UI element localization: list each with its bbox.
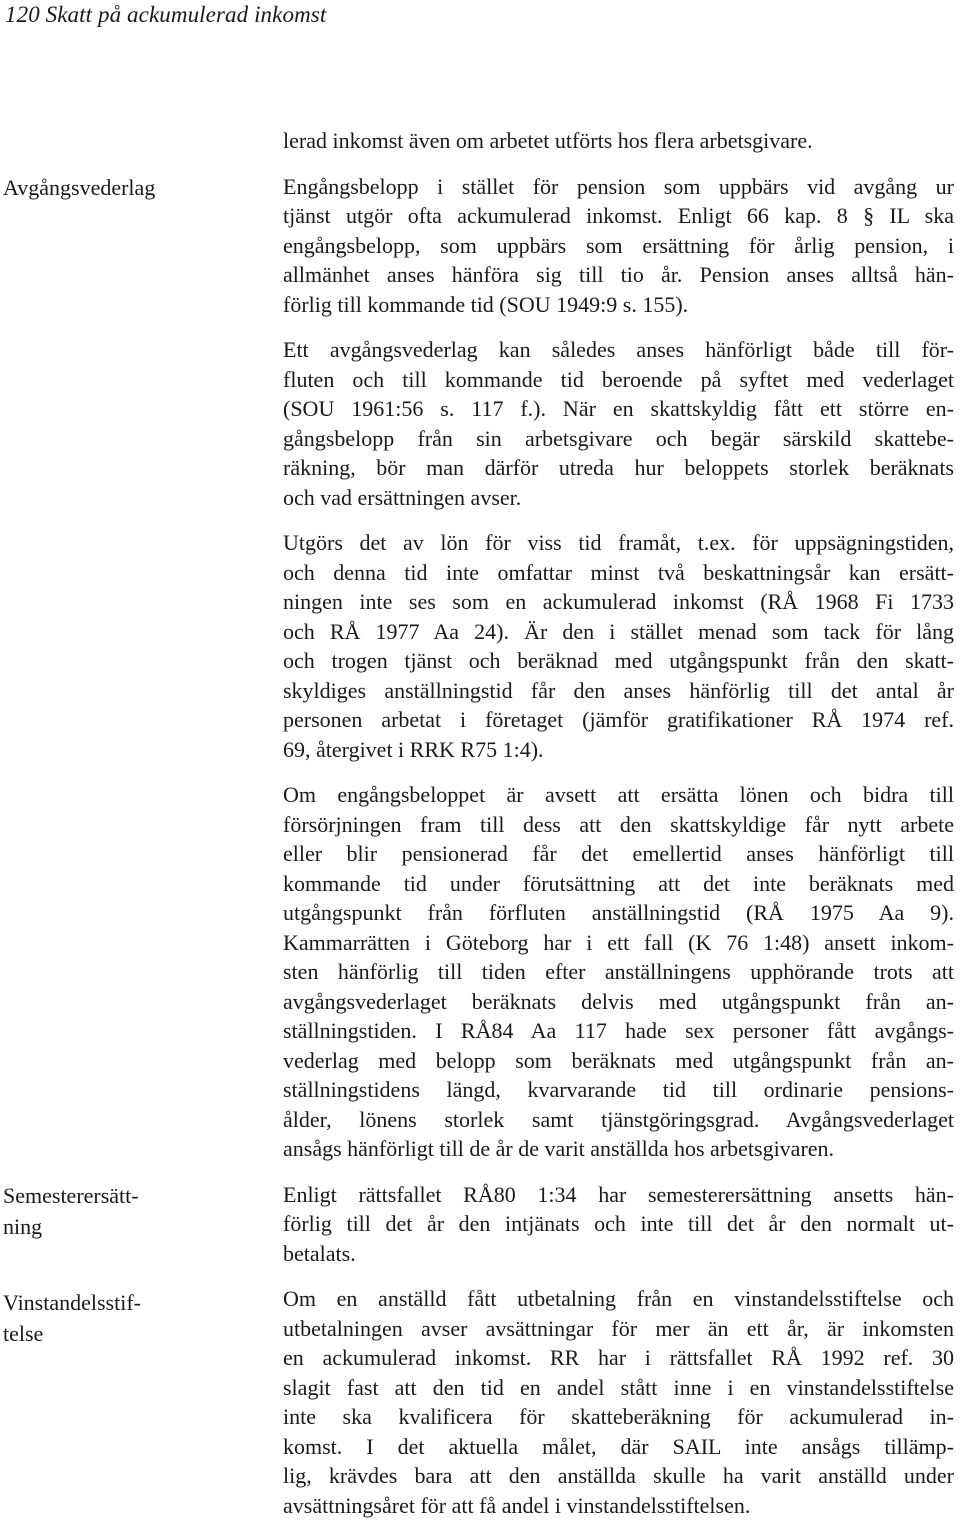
- text-line: ansågs hänförligt till de år de varit anställda hos arbetsgivaren.: [283, 1136, 835, 1161]
- text-line: och denna tid inte omfattar minst två beskattningsår kan ersätt-: [283, 559, 954, 585]
- text-line: gångsbelopp från sin arbetsgivare och begär särskild skattebe-: [283, 425, 954, 451]
- text-line: engångsbelopp, som uppbärs som ersättning för årlig pension, i: [283, 232, 954, 258]
- text-line: Utgörs det av lön för viss tid framåt, t.ex. för uppsägningstiden,: [283, 530, 954, 555]
- text-line: avgångsvederlaget beräknats delvis med utgångspunkt från an-: [283, 988, 954, 1014]
- text-line: Kammarrätten i Göteborg har i ett fall (K 76 1:48) ansett inkom-: [283, 929, 954, 955]
- margin-note-vinstandelsstiftelse: [3, 1287, 183, 1349]
- text-line: ställningstidens längd, kvarvarande tid till ordinarie pensions-: [283, 1077, 954, 1102]
- text-line: förlig till kommande tid (SOU 1949:9 s. 155).: [283, 291, 689, 317]
- paragraph-uppsagningstid: [283, 528, 954, 764]
- paragraph-avgangsvederlag-intro: [283, 172, 954, 320]
- running-head: 120 Skatt på ackumulerad inkomst: [5, 2, 327, 27]
- text-line: Om en anställd fått utbetalning från en vinstandelsstiftelse och: [283, 1286, 954, 1311]
- text-line: tjänst utgör ofta ackumulerad inkomst. Enligt 66 kap. 8 § IL ska: [283, 203, 954, 228]
- text-line: lig, krävdes bara att den anställda skulle ha varit anställd under: [283, 1463, 954, 1488]
- paragraph-semesterersattning: [283, 1180, 954, 1269]
- text-line: och trogen tjänst och beräknad med utgångspunkt från den skatt-: [283, 648, 954, 673]
- paragraph-vinstandelsstiftelse: [283, 1284, 954, 1520]
- text-line: och vad ersättningen avser.: [283, 484, 522, 510]
- margin-note-line: ning: [3, 1214, 43, 1239]
- text-line: ningen inte ses som en ackumulerad inkomst (RÅ 1968 Fi 1733: [283, 589, 954, 614]
- text-line: 69, återgivet i RRK R75 1:4).: [283, 736, 544, 762]
- margin-note-avgangsvederlag: [3, 172, 183, 203]
- text-line: räkning, bör man därför utreda hur beloppets storlek beräknats: [283, 455, 954, 480]
- text-line: en ackumulerad inkomst. RR har i rättsfallet RÅ 1992 ref. 30: [283, 1345, 954, 1370]
- margin-note-line: telse: [3, 1321, 44, 1346]
- text-line: vederlag med belopp som beräknats med utgångspunkt från an-: [283, 1047, 954, 1073]
- text-line: utgångspunkt från förfluten anställningstid (RÅ 1975 Aa 9).: [283, 900, 954, 925]
- margin-note-line: Semesterersätt-: [3, 1183, 139, 1208]
- text-line: slagit fast att den tid en andel stått inne i en vinstandelsstiftelse: [283, 1374, 954, 1400]
- text-line: och RÅ 1977 Aa 24). Är den i stället menad som tack för lång: [283, 618, 954, 644]
- text-line: eller blir pensionerad får det emellertid anses hänförligt till: [283, 841, 954, 866]
- text-line: inte ska kvalificera för skatteberäkning för ackumulerad in-: [283, 1404, 954, 1429]
- text-line: komst. I det aktuella målet, där SAIL inte ansågs tillämp-: [283, 1433, 954, 1459]
- text-line: ställningstiden. I RÅ84 Aa 117 hade sex personer fått avgångs-: [283, 1018, 954, 1043]
- margin-note-text: Avgångsvederlag: [3, 175, 156, 200]
- paragraph-forfluten-kommande: [283, 335, 954, 512]
- text-line: allmänhet anses hänföra sig till tio år. Pension anses alltså hän-: [283, 262, 954, 287]
- text-line: kommande tid under förutsättning att det inte beräknats med: [283, 870, 954, 896]
- text-line: ålder, lönens storlek samt tjänstgöringsgrad. Avgångsvederlaget: [283, 1106, 954, 1132]
- text-line: Ett avgångsvederlag kan således anses hänförligt både till för-: [283, 337, 954, 362]
- text-line: fluten och till kommande tid beroende på syftet med vederlaget: [283, 366, 954, 392]
- paragraph-continuation: [283, 126, 954, 156]
- text-line: sten hänförlig till tiden efter anställningens upphörande trots att: [283, 959, 954, 984]
- body-text: [283, 126, 954, 1520]
- text-line: Enligt rättsfallet RÅ80 1:34 har semesterersättning ansetts hän-: [283, 1181, 954, 1207]
- text-line: utbetalningen avser avsättningar för mer än ett år, är inkomsten: [283, 1315, 954, 1341]
- text-line: Engångsbelopp i stället för pension som uppbärs vid avgång ur: [283, 173, 954, 199]
- margin-note-semesterersattning: [3, 1180, 183, 1242]
- text-line: betalats.: [283, 1240, 356, 1266]
- text-line: skyldiges anställningstid får den anses hänförlig till det antal år: [283, 677, 954, 703]
- text-line: (SOU 1961:56 s. 117 f.). När en skattskyldig fått ett större en-: [283, 396, 954, 421]
- text-line: personen arbetat i företaget (jämför gratifikationer RÅ 1974 ref.: [283, 707, 954, 732]
- text-line: försörjningen fram till dess att den skattskyldige får nytt arbete: [283, 811, 954, 837]
- text-line: förlig till det år den intjänats och inte till det år den normalt ut-: [283, 1211, 954, 1236]
- text-line: Om engångsbeloppet är avsett att ersätta lönen och bidra till: [283, 782, 954, 807]
- margin-note-line: Vinstandelsstif-: [3, 1290, 141, 1315]
- text-line: lerad inkomst även om arbetet utförts hos flera arbetsgivare.: [283, 128, 813, 153]
- paragraph-forsorjning: [283, 780, 954, 1164]
- text-line: avsättningsåret för att få andel i vinstandelsstiftelsen.: [283, 1492, 751, 1518]
